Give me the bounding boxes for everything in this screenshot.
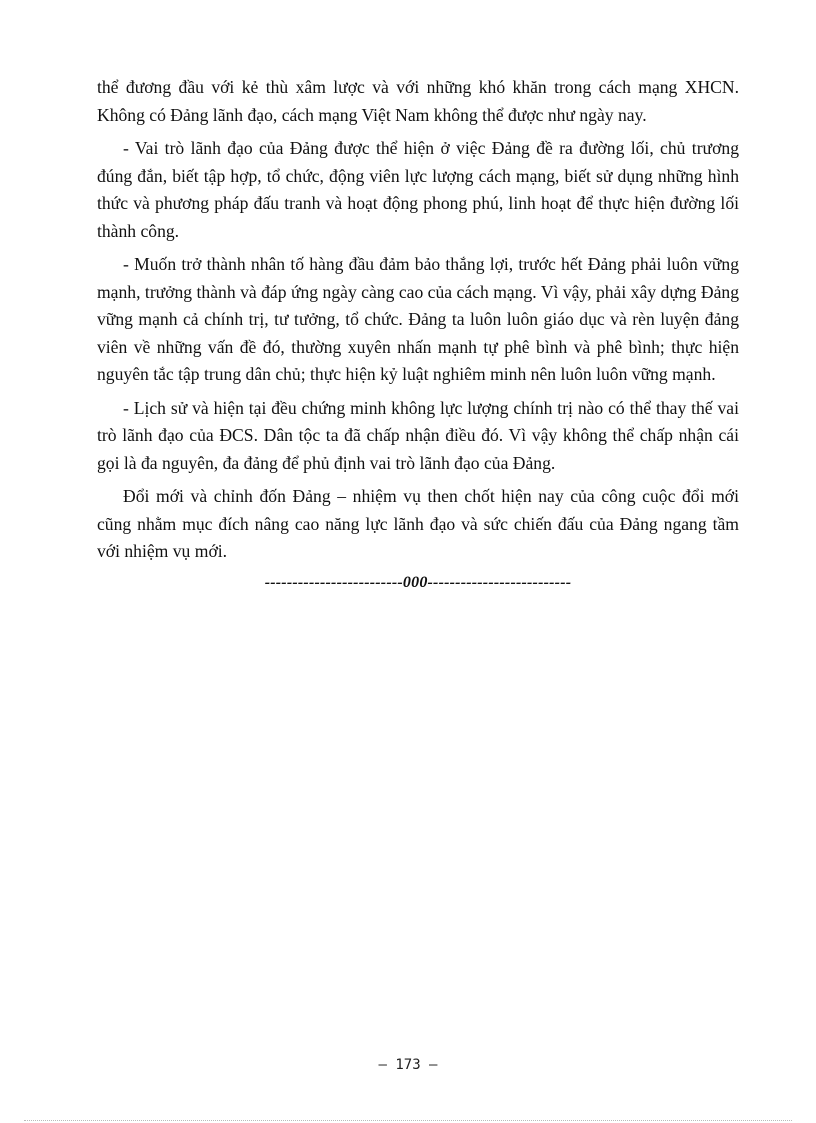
page-number: – 173 –	[378, 1057, 438, 1073]
paragraph-leadership-role: - Vai trò lãnh đạo của Đảng được thể hiện ở việc Đảng đề ra đường lối, chủ trương đúng đắn, biết tập hợp, tổ chức, động viên lực lượng cách mạng, biết sử dụng những hình thức và phương pháp đấu tranh và hoạt động phong phú, linh hoạt để thực hiện đường lối thành công.	[97, 138, 739, 241]
paragraph-renewal: Đổi mới và chỉnh đốn Đảng – nhiệm vụ then chốt hiện nay của công cuộc đổi mới cũng nhằm mục đích nâng cao năng lực lãnh đạo và sức chiến đấu của Đảng ngang tầm với nhiệm vụ mới.	[97, 486, 739, 561]
section-divider: -------------------------000--------------------------	[264, 573, 572, 591]
page-bottom-rule	[24, 1120, 792, 1121]
paragraph-continuation: thể đương đầu với kẻ thù xâm lược và với những khó khăn trong cách mạng XHCN. Không có Đảng lãnh đạo, cách mạng Việt Nam không thể được như ngày nay.	[97, 77, 739, 125]
paragraph-party-strength: - Muốn trở thành nhân tố hàng đầu đảm bảo thắng lợi, trước hết Đảng phải luôn vững mạnh, trưởng thành và đáp ứng ngày càng cao của cách mạng. Vì vậy, phải xây dựng Đảng vững mạnh cả chính trị, tư tưởng, tổ chức. Đảng ta luôn luôn giáo dục và rèn luyện đảng viên về những vấn đề đó, thường xuyên nhấn mạnh tự phê bình và phê bình; thực hiện nguyên tắc tập trung dân chủ; thực hiện kỷ luật nghiêm minh nên luôn luôn vững mạnh.	[97, 254, 739, 384]
paragraph-history: - Lịch sử và hiện tại đều chứng minh không lực lượng chính trị nào có thể thay thế vai trò lãnh đạo của ĐCS. Dân tộc ta đã chấp nhận điều đó. Vì vậy không thể chấp nhận cái gọi là đa nguyên, đa đảng để phủ định vai trò lãnh đạo của Đảng.	[97, 397, 739, 473]
body-text	[97, 74, 739, 594]
